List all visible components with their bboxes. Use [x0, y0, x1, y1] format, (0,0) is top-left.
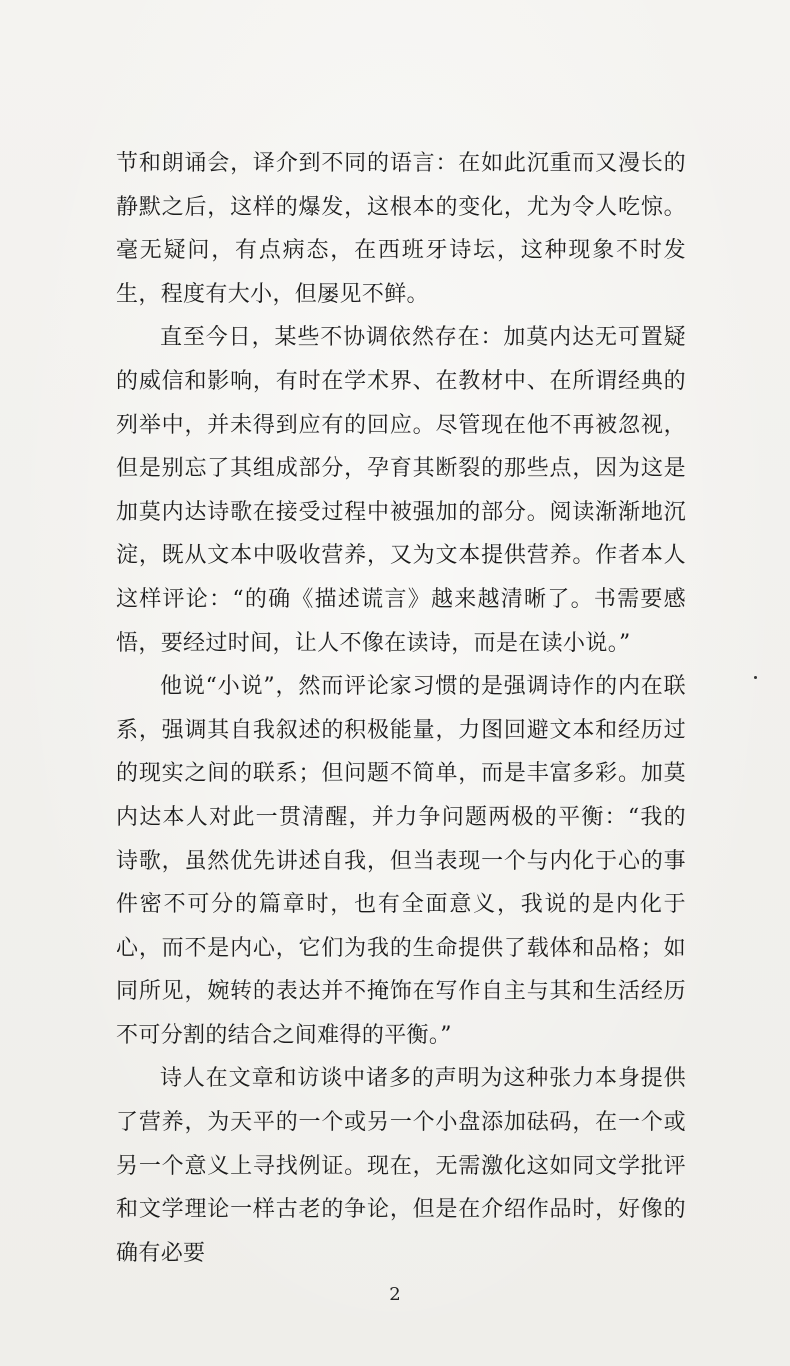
- print-speck: [754, 676, 757, 679]
- page-number: 2: [389, 1284, 401, 1305]
- paragraph-4: 诗人在文章和访谈中诸多的声明为这种张力本身提供了营养，为天平的一个或另一个小盘添加砝码，在一个或另一个意义上寻找例证。现在，无需激化这如同文学批评和文学理论一样古老的争论，但是在介绍作品时，好像的确有必要: [116, 1066, 686, 1266]
- paragraph-3: 他说“小说”，然而评论家习惯的是强调诗作的内在联系，强调其自我叙述的积极能量，力图回避文本和经历过的现实之间的联系；但问题不简单，而是丰富多彩。加莫内达本人对此一贯清醒，并力争问题两极的平衡：“我的诗歌，虽然优先讲述自我，但当表现一个与内化于心的事件密不可分的篇章时，也有全面意义，我说的是内化于心，而不是内心，它们为我的生命提供了载体和品格；如同所见，婉转的表达并不掩饰在写作自主与其和生活经历不可分割的结合之间难得的平衡。”: [116, 674, 686, 1048]
- paragraph-1: 节和朗诵会，译介到不同的语言：在如此沉重而又漫长的静默之后，这样的爆发，这根本的变化，尤为令人吃惊。毫无疑问，有点病态，在西班牙诗坛，这种现象不时发生，程度有大小，但屡见不鲜。: [116, 151, 686, 307]
- body-text: [116, 142, 686, 1275]
- paragraph-2: 直至今日，某些不协调依然存在：加莫内达无可置疑的威信和影响，有时在学术界、在教材中、在所谓经典的列举中，并未得到应有的回应。尽管现在他不再被忽视，但是别忘了其组成部分，孕育其断裂的那些点，因为这是加莫内达诗歌在接受过程中被强加的部分。阅读渐渐地沉淀，既从文本中吸收营养，又为文本提供营养。作者本人这样评论：“的确《描述谎言》越来越清晰了。书需要感悟，要经过时间，让人不像在读诗，而是在读小说。”: [116, 325, 686, 656]
